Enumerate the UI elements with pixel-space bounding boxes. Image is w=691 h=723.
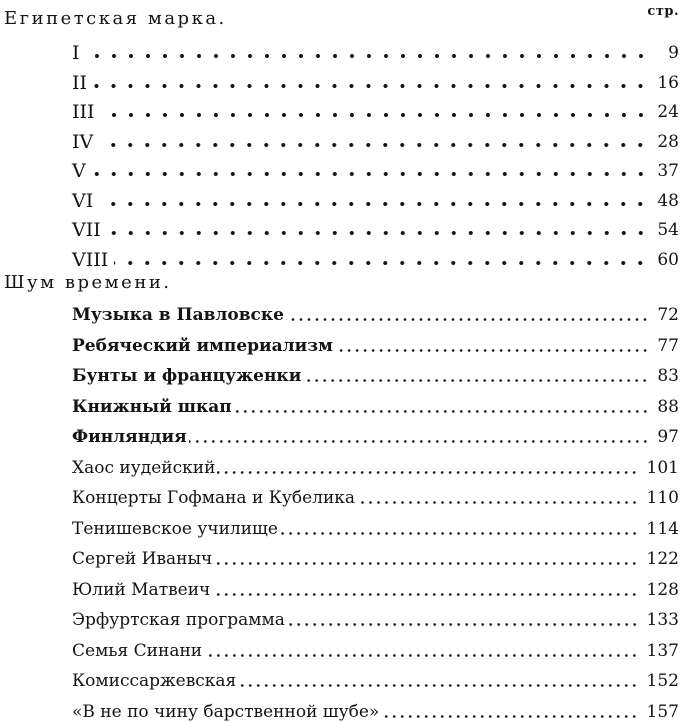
toc-entry-label: Бунты и француженки — [72, 366, 302, 386]
dot-leader — [335, 349, 649, 352]
toc-entry — [72, 390, 679, 418]
toc-entry — [72, 451, 679, 479]
toc-entry-page-number: 9 — [668, 43, 679, 63]
dot-leader — [92, 172, 649, 176]
toc-entry-page-number: 83 — [657, 366, 679, 386]
toc-entry-page-number: 122 — [646, 549, 679, 569]
dot-leader — [93, 84, 649, 88]
toc-entry — [72, 695, 679, 723]
dot-leader — [101, 113, 649, 117]
toc-entry — [72, 603, 679, 631]
toc-entry-label: VII — [72, 219, 101, 241]
toc-entry-label: Финляндия — [72, 427, 187, 447]
dot-leader — [303, 379, 649, 382]
toc-entry-page-number: 110 — [646, 488, 679, 508]
toc-entry-page-number: 77 — [657, 335, 679, 356]
dot-leader — [234, 410, 649, 413]
toc-entry-label: Музыка в Павловске — [72, 305, 284, 325]
toc-entry — [72, 125, 679, 153]
toc-entry-page-number: 128 — [646, 579, 679, 600]
toc-entry-label: Тенишевское училище — [72, 518, 278, 539]
toc-entry-label: VI — [72, 189, 94, 212]
toc-entry — [72, 95, 679, 123]
toc-entry-page-number: 101 — [646, 457, 679, 478]
toc-entry-page-number: 114 — [646, 518, 679, 539]
section-title: Шум времени. — [4, 272, 172, 293]
toc-entry — [72, 634, 679, 662]
toc-entry — [72, 298, 679, 326]
toc-entry-label: Семья Синани — [72, 640, 203, 661]
toc-entry-page-number: 48 — [657, 190, 679, 211]
dot-leader — [204, 654, 638, 657]
toc-entry-page-number: 157 — [646, 701, 679, 722]
dot-leader — [280, 532, 639, 535]
toc-entry-page-number: 72 — [657, 305, 679, 325]
toc-entry-label: Концерты Гофмана и Кубелика — [72, 488, 356, 508]
dot-leader — [114, 261, 649, 265]
dot-leader — [99, 143, 649, 147]
toc-entry-label: Комиссаржевская — [72, 671, 237, 691]
toc-entry-label: Юлий Матвеич — [72, 579, 211, 600]
toc-entry-page-number: 97 — [657, 427, 679, 447]
toc-entry-label: Ребяческий империализм — [72, 335, 333, 356]
toc-entry-page-number: 137 — [646, 640, 679, 661]
toc-entry-label: IV — [72, 130, 94, 153]
toc-entry-label: V — [72, 160, 86, 182]
toc-entry — [72, 184, 679, 212]
toc-entry-label: I — [72, 42, 80, 64]
toc-entry — [72, 154, 679, 182]
toc-entry — [72, 573, 679, 601]
toc-entry-label: III — [72, 101, 95, 123]
toc-entry-page-number: 54 — [657, 220, 679, 240]
toc-entry — [72, 329, 679, 357]
toc-entry — [72, 213, 679, 241]
dot-leader — [381, 715, 638, 718]
dot-leader — [287, 623, 639, 626]
section-title: Египетская марка. — [4, 8, 227, 29]
toc-entry-page-number: 37 — [657, 161, 679, 181]
toc-entry — [72, 420, 679, 448]
dot-leader — [214, 562, 638, 565]
toc-entry-label: Сергей Иваныч — [72, 549, 213, 569]
dot-leader — [189, 440, 649, 443]
dot-leader — [86, 54, 649, 58]
dot-leader — [107, 231, 649, 235]
toc-entry — [72, 359, 679, 387]
toc-entry-page-number: 60 — [657, 249, 679, 270]
toc-entry-label: VIII — [72, 248, 109, 271]
toc-entry-label: II — [72, 71, 88, 94]
toc-entry — [72, 36, 679, 64]
dot-leader — [238, 684, 638, 687]
toc-entry — [72, 66, 679, 94]
toc-entry-label: «В не по чину барственной шубе» — [72, 701, 380, 722]
toc-entry-page-number: 152 — [646, 671, 679, 691]
toc-entry — [72, 664, 679, 692]
toc-entry-page-number: 16 — [657, 72, 679, 93]
toc-entry-page-number: 133 — [646, 610, 679, 630]
toc-entry — [72, 243, 679, 271]
dot-leader — [357, 501, 639, 504]
toc-entry-page-number: 24 — [657, 102, 679, 122]
toc-entry — [72, 542, 679, 570]
page-column-label: стр. — [647, 4, 679, 19]
toc-entry-label: Хаос иудейский — [72, 457, 216, 478]
toc-entry — [72, 512, 679, 540]
toc-entry — [72, 481, 679, 509]
toc-entry-page-number: 88 — [657, 396, 679, 417]
toc-entry-page-number: 28 — [657, 131, 679, 152]
dot-leader — [212, 593, 638, 596]
toc-entry-label: Книжный шкап — [72, 396, 232, 417]
toc-entry-label: Эрфуртская программа — [72, 610, 285, 630]
dot-leader — [99, 202, 649, 206]
dot-leader — [286, 318, 649, 321]
dot-leader — [217, 471, 638, 474]
